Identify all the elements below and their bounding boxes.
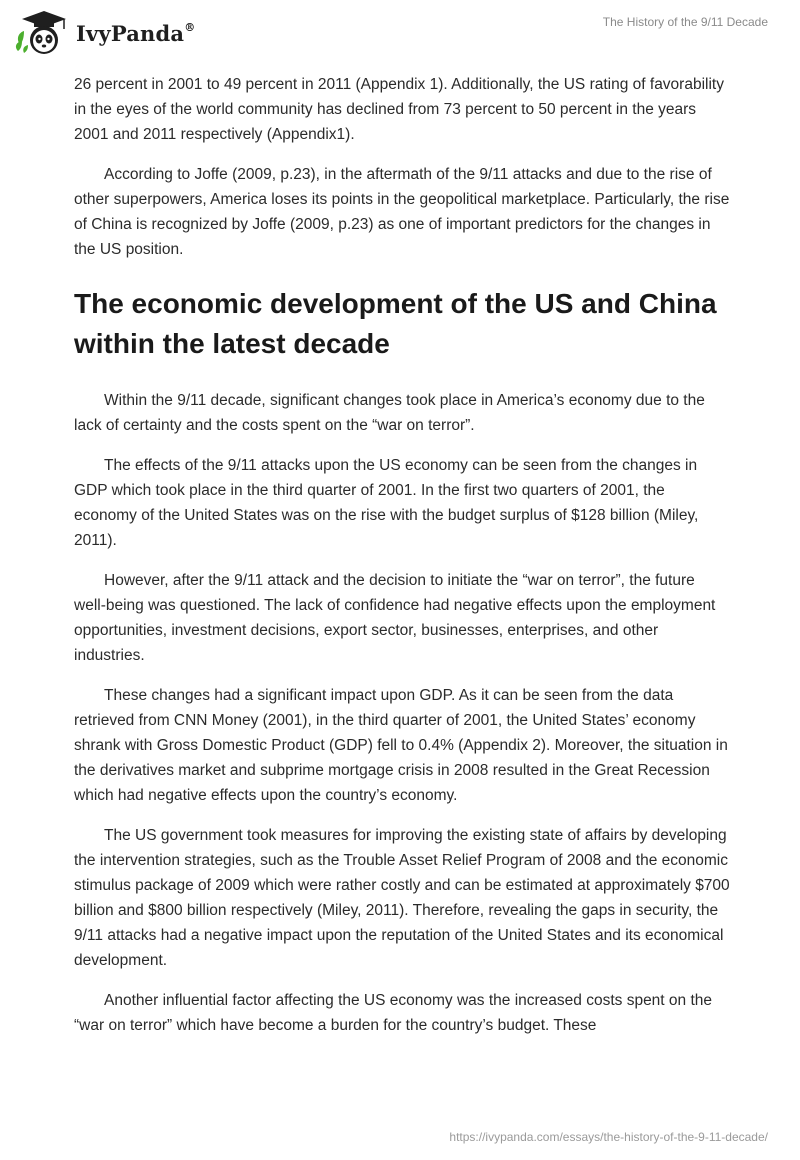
document-title: The History of the 9/11 Decade [602,15,768,29]
paragraph: Another influential factor affecting the US economy was the increased costs spent on the “war on terror” which have become a burden for the country’s budget. These [74,992,713,1034]
paragraph: According to Joffe (2009, p.23), in the aftermath of the 9/11 attacks and due to the rise of other superpowers, America loses its points in the geopolitical marketplace. Particularly, the rise of China is recognized by Joffe (2009, p.23) as one of important predictors for the changes in the US position. [74,166,730,258]
source-url-link[interactable]: https://ivypanda.com/essays/the-history-of-the-9-11-decade/ [449,1130,768,1144]
paragraph: Within the 9/11 decade, significant changes took place in America’s economy due to the lack of certainty and the costs spent on the “war on terror”. [74,392,705,434]
brand-logo[interactable] [14,8,195,58]
essay-body [74,72,730,1053]
paragraph: 26 percent in 2001 to 49 percent in 2011 (Appendix 1). Additionally, the US rating of favorability in the eyes of the world community has declined from 73 percent to 50 percent in the years 2001 and 2011 respectively (Appendix1). [74,76,724,143]
brand-name: IvyPanda® [76,20,196,46]
paragraph: These changes had a significant impact upon GDP. As it can be seen from the data retrieved from CNN Money (2001), in the third quarter of 2001, the United States’ economy shrank with Gross Domestic Product (GDP) fell to 0.4% (Appendix 2). Moreover, the situation in the derivatives market and subprime mortgage crisis in 2008 resulted in the Great Recession which had negative effects upon the country’s economy. [74,687,728,804]
paragraph: However, after the 9/11 attack and the decision to initiate the “war on terror”, the future well-being was questioned. The lack of confidence had negative effects upon the employment opportunities, investment decisions, export sector, businesses, enterprises, and other industries. [74,572,716,664]
page-header [0,0,800,70]
section-heading: The economic development of the US and China within the latest decade [74,288,717,359]
paragraph: The effects of the 9/11 attacks upon the US economy can be seen from the changes in GDP which took place in the third quarter of 2001. In the first two quarters of 2001, the economy of the United States was on the rise with the budget surplus of $128 billion (Miley, 2011). [74,457,699,549]
registered-mark: ® [184,20,196,34]
panda-graduate-icon [14,9,72,57]
paragraph: The US government took measures for improving the existing state of affairs by developing the intervention strategies, such as the Trouble Asset Relief Program of 2008 and the economic stimulus package of 2009 which were rather costly and can be estimated at approximately $700 billion and $800 billion respectively (Miley, 2011). Therefore, revealing the gaps in security, the 9/11 attacks had a negative impact upon the reputation of the United States and its economical development. [74,827,730,969]
